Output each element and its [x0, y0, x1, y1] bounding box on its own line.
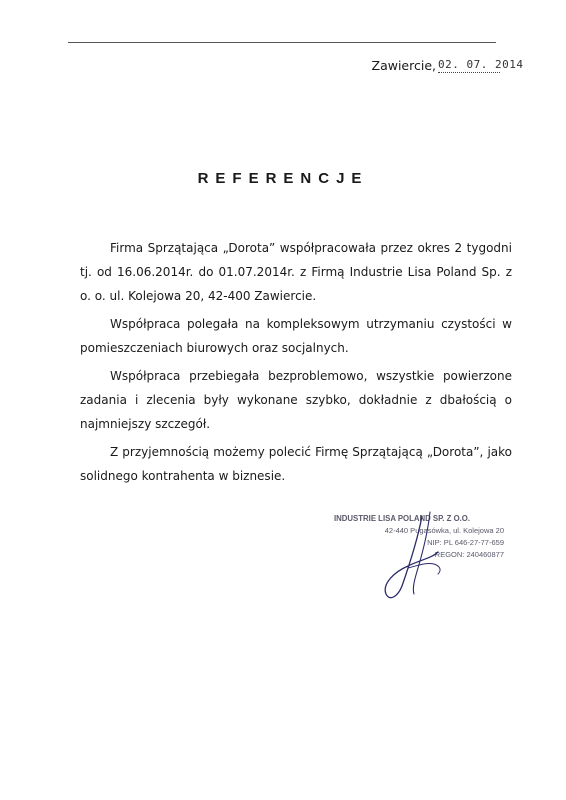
- header-divider: [68, 42, 496, 43]
- paragraph-cooperation-period: Firma Sprzątająca „Dorota” współpracowała przez okres 2 tygodni tj. od 16.06.2014r. do 01.07.2014r. z Firmą Industrie Lisa Poland Sp. z o. o. ul. Kolejowa 20, 42-400 Zawiercie.: [80, 241, 512, 303]
- stamp-company-name: INDUSTRIE LISA POLAND SP. Z O.O.: [334, 514, 471, 523]
- place-and-date: [371, 58, 524, 73]
- stamp-nip: NIP: PL 646-27-77-659: [427, 538, 504, 547]
- letter-body: [80, 236, 512, 492]
- paragraph-quality: Współpraca przebiegała bezproblemowo, wszystkie powierzone zadania i zlecenia były wykonane szybko, dokładnie z dbałością o najmniejszy szczegół.: [80, 369, 512, 431]
- document-title: REFERENCJE: [197, 170, 369, 187]
- paragraph-recommendation: Z przyjemnością możemy polecić Firmę Sprzątającą „Dorota”, jako solidnego kontrahenta w biznesie.: [80, 445, 512, 483]
- stamp-regon: REGON: 240460877: [434, 550, 504, 559]
- stamp-address: 42-440 Pugasówka, ul. Kolejowa 20: [384, 526, 504, 535]
- city-label: Zawiercie,: [371, 58, 436, 73]
- date-value: 02. 07. 2014: [438, 58, 524, 71]
- paragraph-scope: Współpraca polegała na kompleksowym utrzymaniu czystości w pomieszczeniach biurowych oraz socjalnych.: [80, 317, 512, 355]
- handwritten-signature: [360, 508, 470, 608]
